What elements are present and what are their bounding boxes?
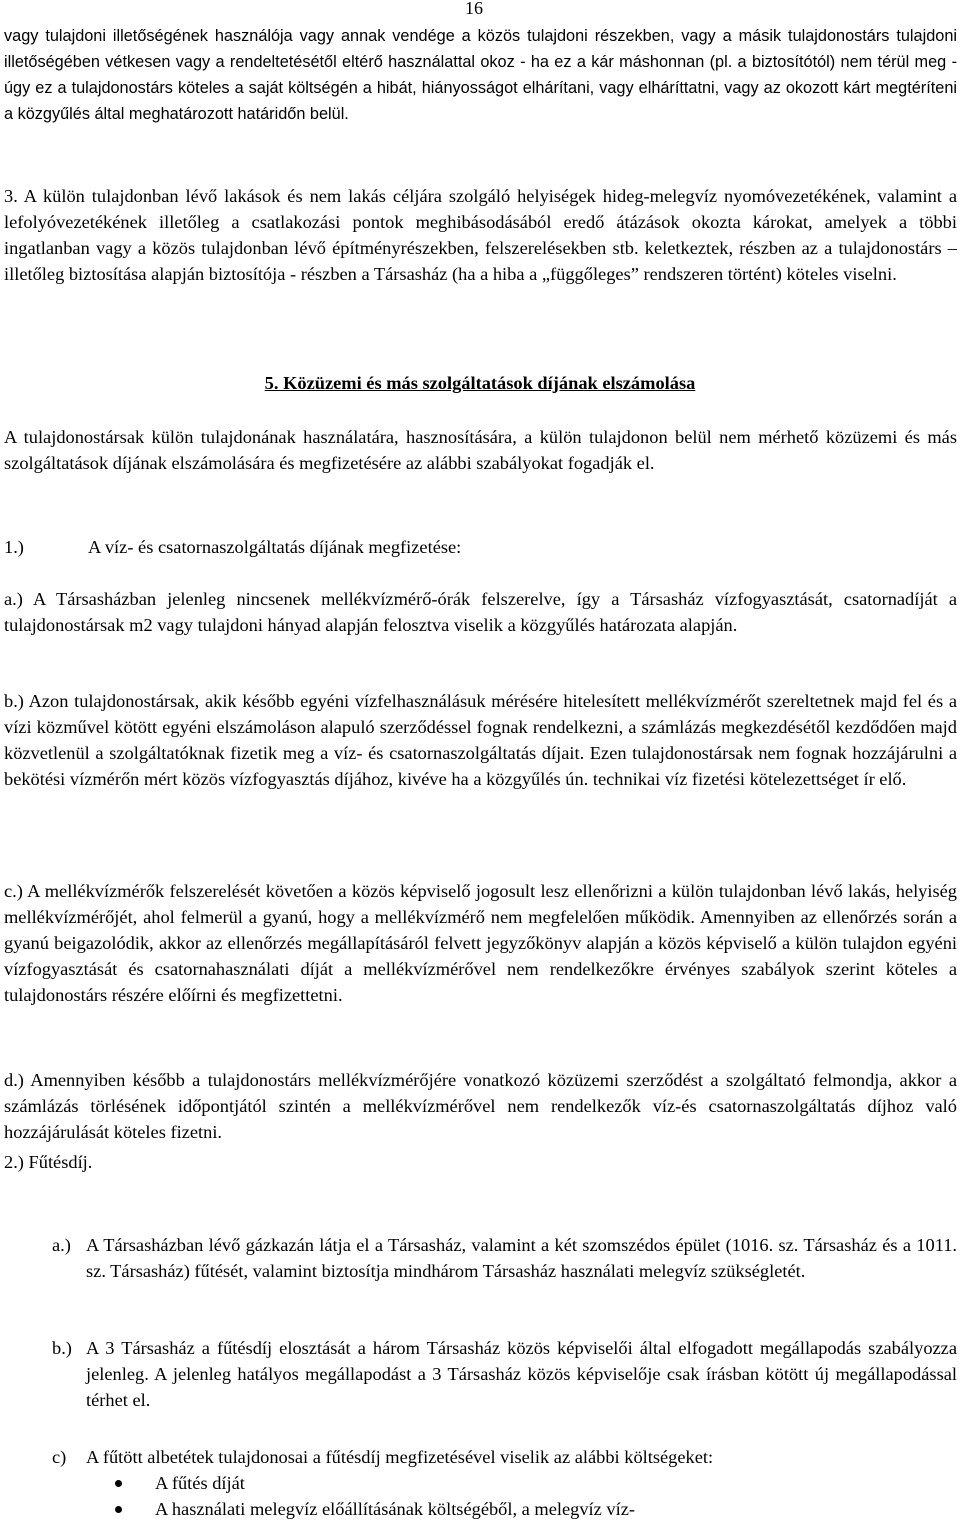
heating-item-a <box>52 1232 957 1284</box>
heating-item-c-text: A fűtött albetétek tulajdonosai a fűtésdíj megfizetésével viselik az alábbi költségeket: <box>86 1447 714 1467</box>
section-heading-utilities: 5. Közüzemi és más szolgáltatások díjának elszámolása <box>264 373 696 393</box>
paragraph-3-water-damage: 3. A külön tulajdonban lévő lakások és nem lakás céljára szolgáló helyiségek hideg-melegvíz nyomóvezetékének, valamint a lefolyóvezetékének illetőleg a csatlakozási pontok meghibásodásából eredő átázások okozta károkat, amelyek a többi ingatlanban vagy a közös tulajdonban lévő építményrészekben, felszerelésekben stb. keletkeztek, részben az a tulajdonostárs – illetőleg biztosítása alapján biztosítója - részben a Társasház (ha a hiba a „függőleges” rendszeren történt) köteles viselni. <box>4 186 957 284</box>
paragraph-water-a: a.) A Társasházban jelenleg nincsenek mellékvízmérő-órák felszerelve, így a Társasház vízfogyasztását, csatornadíját a tulajdonostársak m2 vagy tulajdoni hányad alapján felosztva viselik a közgyűlés határozata alapján. <box>4 589 957 635</box>
heating-item-c <box>52 1444 957 1470</box>
paragraph-utilities-intro: A tulajdonostársak külön tulajdonának használatára, hasznosítására, a külön tulajdonon belül nem mérhető közüzemi és más szolgáltatások díjának elszámolására és megfizetésére az alábbi szabályokat fogadják el. <box>4 427 957 473</box>
paragraph-damage-liability: vagy tulajdoni illetőségének használója vagy annak vendége a közös tulajdoni részekben, vagy a másik tulajdonostárs tulajdoni illetőségében vétkesen vagy a rendeltetésétől eltérő használattal okoz - ha ez a kár máshonnan (pl. a biztosítótól) nem térül meg - úgy ez a tulajdonostárs köteles a saját költségén a hibát, hiányosságot elhárítani, vagy elháríttatni, vagy az okozott kárt megtéríteni a közgyűlés által meghatározott határidőn belül. <box>4 27 957 123</box>
paragraph-water-c: c.) A mellékvízmérők felszerelését követően a közös képviselő jogosult lesz ellenőrizni a külön tulajdonban lévő lakás, helyiség mellékvízmérőjét, ahol felmerül a gyanú, hogy a mellékvízmérő nem megfelelően működik. Amennyiben az ellenőrzés során a gyanú beigazolódik, akkor az ellenőrzés megállapításáról felvett jegyzőkönyv alapján a közös képviselő a külön tulajdon egyéni vízfogyasztását és csatornahasználati díját a mellékvízmérővel nem rendelkezőkre érvényes szabályok szerint köteles a tulajdonostárs részére előírni és megfizettetni. <box>4 881 957 1005</box>
heating-item-b <box>52 1335 957 1413</box>
bullet-dot-icon <box>115 1480 122 1487</box>
heating-item-a-number: a.) <box>52 1235 71 1255</box>
heating-item-b-text: A 3 Társasház a fűtésdíj elosztását a három Társasház közös képviselői által elfogadott megállapodás szabályozza jelenleg. A jelenleg hatályos megállapodást a 3 Társasház közös képviselője csak írásban kötött új megállapodással térhet el. <box>86 1338 957 1410</box>
water-subheading-number: 1.) <box>4 537 24 557</box>
bullet-item-text: A használati melegvíz előállításának költségéből, a melegvíz víz- <box>155 1499 636 1519</box>
heating-item-b-number: b.) <box>52 1338 72 1358</box>
bullet-item-text: A fűtés díját <box>155 1473 245 1493</box>
page-number: 16 <box>465 0 483 18</box>
heating-cost-bullet-list <box>0 1470 957 1522</box>
water-subheading-text: A víz- és csatornaszolgáltatás díjának megfizetése: <box>88 537 462 557</box>
bullet-item <box>0 1496 957 1522</box>
paragraph-water-b: b.) Azon tulajdonostársak, akik később egyéni vízfelhasználásuk mérésére hitelesített mellékvízmérőt szereltetnek majd fel és a vízi közművel kötött egyéni elszámoláson alapuló szerződéssel fognak rendelkezni, a számlázás megkezdésétől kezdődően majd közvetlenül a szolgáltatóknak fizetik meg a víz- és csatornaszolgáltatás díjait. Ezen tulajdonostársak nem fognak hozzájárulni a bekötési vízmérőn mért közös vízfogyasztás díjához, kivéve ha a közgyűlés ún. technikai víz fizetési kötelezettséget ír elő. <box>4 691 957 789</box>
paragraph-water-d: d.) Amennyiben később a tulajdonostárs mellékvízmérőjére vonatkozó közüzemi szerződést a szolgáltató felmondja, akkor a számlázás törlésének időpontjától szintén a mellékvízmérővel nem rendelkezők víz-és csatornaszolgáltatás díjhoz való hozzájárulását köteles fizetni. <box>4 1070 957 1142</box>
heating-item-a-text: A Társasházban lévő gázkazán látja el a Társasház, valamint a két szomszédos épület (1016. sz. Társasház és a 1011. sz. Társasház) fűtését, valamint biztosítja mindhárom Társasház használati melegvíz szükségletét. <box>86 1235 957 1281</box>
heating-item-c-number: c) <box>52 1447 67 1467</box>
water-subheading <box>4 534 957 560</box>
heating-subheading: 2.) Fűtésdíj. <box>4 1152 93 1172</box>
bullet-item <box>0 1470 957 1496</box>
bullet-dot-icon <box>115 1506 122 1513</box>
